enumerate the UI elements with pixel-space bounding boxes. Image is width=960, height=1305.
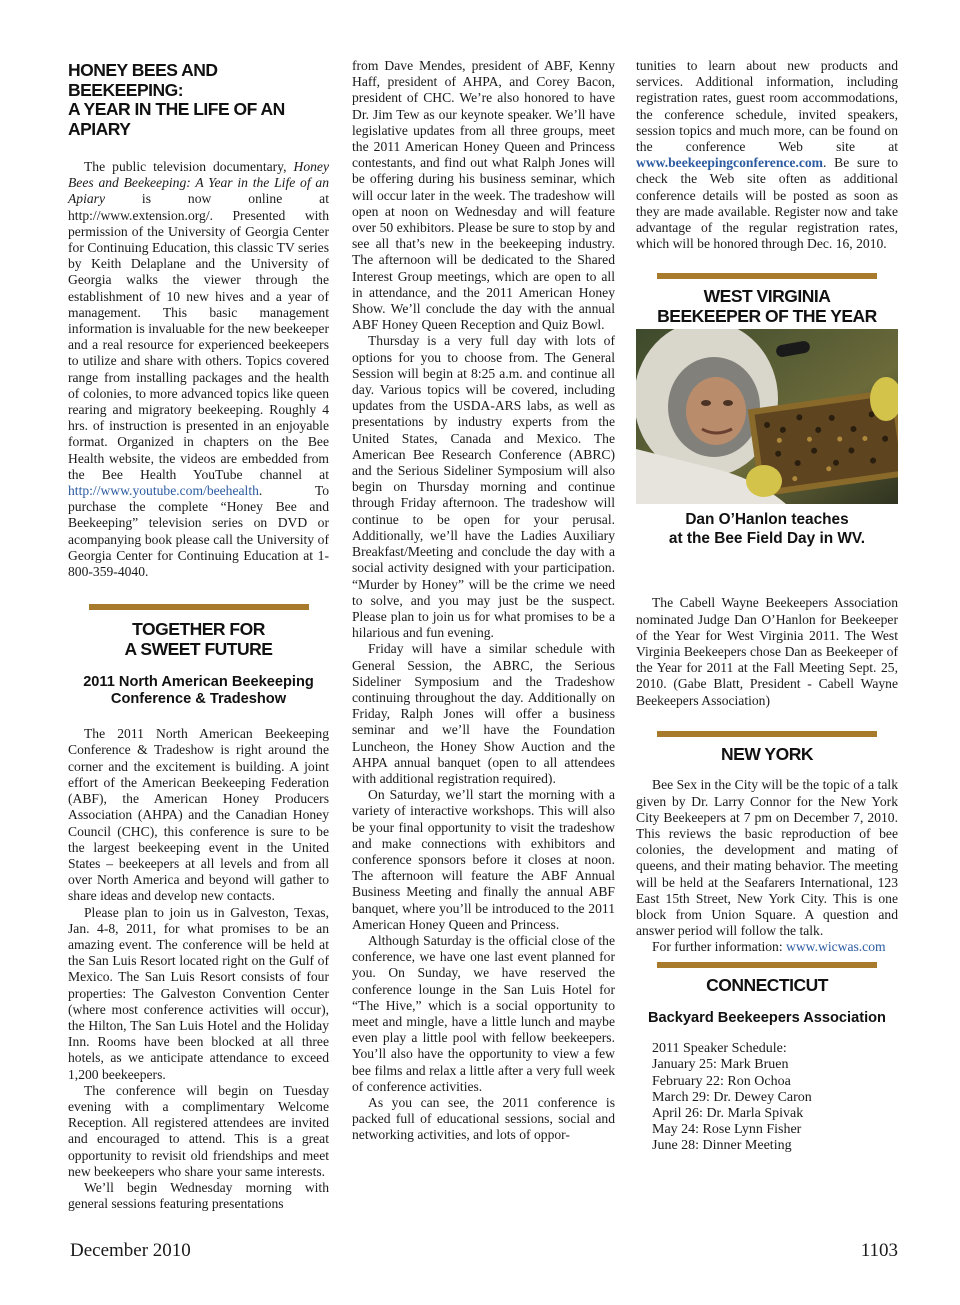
issue-date: December 2010 [70,1240,191,1261]
article-paragraph: tunities to learn about new products and services. Additional information, including registration rates, guest room accommodations, the conference schedule, invited speakers, session topics and much more, can be found on the conference Web site at www.beekeepingconference.com. Be sure to check the Web site often as additional conference details will be posted as soon as they are made available. Register now and take advantage of the regular registration rates, which will be honored through Dec. 16, 2010. [636,58,898,252]
article-paragraph: For further information: www.wicwas.com [652,939,886,955]
article-body [68,726,329,1212]
schedule-item: January 25: Mark Bruen [652,1057,789,1073]
column-2 [352,58,615,1144]
article-paragraph: The public television documentary, Honey Bees and Beekeeping: A Year in the Life of an Apiary is now online at http://www.extension.org/. Presented with permission of the University of Georgia Center for Continuing Education, this classic TV series by Keith Delaplane and the University of Georgia walks the viewer through the establishment of 10 new hives and a year of management. This basic management information is invaluable for the new beekeeper and a real resource for experienced beekeepers to utilize and share with others. Topics covered range from installing packages and the health of colonies, to more advanced topics like queen rearing and migratory beekeeping. Roughly 4 hrs. of instruction is presented in an enjoyable format. Organized in chapters on the Bee Health website, the videos are embedded from the Bee Health YouTube channel at http://www.youtube.com/beehealth. To purchase the complete “Honey Bee and Beekeeping” television series on DVD or acompanying book please call the University of Georgia Center for Continuing Education at 1-800-359-4040. [68,159,329,580]
column-3 [636,58,898,1155]
article-paragraph: from Dave Mendes, president of ABF, Kenny Haff, president of AHPA, and Corey Bacon, president of CHC. We’re also honored to have Dr. Jim Tew as our keynote speaker. We’ll have legislative updates from all three groups, meet the 2011 American Honey Queen and Princess contestants, and find out what Ralph Jones will be offering during his business seminar, which will occur later in the week. The tradeshow will open at noon on Wednesday and will feature over 50 exhibitors. Please be sure to stop by and see all that’s new in the beekeeping industry. The afternoon will be dedicated to the Shared Interest Group meetings, which are open to all in attendance, and the 2011 American Honey Show. We’ll conclude the day with the annual ABF Honey Queen Reception and Quiz Bowl. [352,58,615,333]
schedule-item: April 26: Dr. Marla Spivak [652,1105,804,1121]
schedule-item: March 29: Dr. Dewey Caron [652,1089,812,1105]
article-paragraph: Although Saturday is the official close of the conference, we have one last event planned for you. On Sunday, we have reserved the conference lounge in the San Luis Hotel for “The Hive,” which is a social opportunity to meet and mingle, have a little lunch and maybe even play a little pool with fellow beekeepers. You’ll also have the opportunity to view a few bee films and relax a little after a very full week of conference activities. [352,932,615,1094]
article-paragraph: Please plan to join us in Galveston, Texas, Jan. 4-8, 2011, for what promises to be an amazing event. The conference will be held at the San Luis Resort located right on the Gulf of Mexico. The San Luis Resort consists of four properties: The Galveston Convention Center (where most conference activities will occur), the Hilton, The San Luis Hotel and the Holiday Inn. Rooms have been blocked at all three hotels, as we anticipate attendance to exceed 1,200 beekeepers. [68,904,329,1082]
article-paragraph: Bee Sex in the City will be the topic of a talk given by Dr. Larry Connor for the New York City Beekeepers at 7 pm on December 7, 2010. This reviews the basic reproduction of bee colonies, the development and mating of queens, and their mating behavior. The meeting will be held at the Seafarers International, 123 East 15th Street, New York City. This is one block from Union Square. A question and answer period will follow the talk. [636,777,898,939]
wicwas-link[interactable]: www.wicwas.com [786,939,886,955]
beekeeper-photo [636,329,898,504]
headline-line-2: A YEAR IN THE LIFE OF AN APIARY [68,99,285,139]
article-honey-bees [68,61,329,580]
article-connecticut [636,976,898,1155]
headline-line-2: A SWEET FUTURE [124,638,273,659]
schedule-heading: 2011 Speaker Schedule: [652,1041,787,1057]
article-paragraph: On Saturday, we’ll start the morning with a variety of interactive workshops. This will also be your final opportunity to visit the tradeshow and make connections with exhibitors and conference sponsors before it closes at noon. The afternoon will feature the ABF Annual Business Meeting and finally the annual ABF banquet, where you’ll be introduced to the 2011 American Honey Queen and Princess. [352,787,615,932]
article-body [636,595,898,708]
article-body [636,777,898,955]
article-subhead: Backyard Beekeepers Association [648,1010,886,1027]
page-number: 1103 [860,1240,898,1261]
article-paragraph: The 2011 North American Beekeeping Conference & Tradeshow is right around the corner and the excitement is building. A joint effort of the American Beekeeping Federation (ABF), the American Honey Producers Association (AHPA) and the Canadian Honey Council (CHC), this conference is sure to be the largest beekeeping event in the United States – beekeepers at all levels and from all over North America and beyond will gather to share ideas and develop new contacts. [68,726,329,904]
schedule-item: May 24: Rose Lynn Fisher [652,1122,802,1138]
documentary-title: Honey Bees and Beekeeping: A Year in the Life of an Apiary [68,159,329,207]
youtube-link[interactable]: http://www.youtube.com/beehealth [68,483,259,499]
headline-line-1: TOGETHER FOR [132,619,265,640]
article-paragraph: The Cabell Wayne Beekeepers Association nominated Judge Dan O’Hanlon for Beekeeper of the Year for West Virginia 2011. The West Virginia Beekeepers chose Dan as Beekeeper of the Year for 2011 at the Fall Meeting Sept. 25, 2010. (Gabe Blatt, President - Cabell Wayne Beekeepers Association) [636,595,898,708]
article-body [68,159,329,580]
section-divider [89,604,309,610]
article-headline: WEST VIRGINIA BEEKEEPER OF THE YEAR [657,286,877,326]
headline-line-1: HONEY BEES AND BEEKEEPING: [68,60,218,100]
section-divider [657,273,877,279]
article-paragraph: As you can see, the 2011 conference is packed full of educational sessions, social and networking activities, and lots of oppor- [352,1095,615,1143]
article-headline [68,620,329,659]
article-new-york [636,745,898,956]
schedule-item: February 22: Ron Ochoa [652,1073,791,1089]
article-paragraph: Thursday is a very full day with lots of options for you to choose from. The General Session will begin at 8:25 a.m. and continue all day. Various topics will be covered, including updates from the USDA-ARS labs, as well as presentations by industry experts from the United States, Canada and Mexico. The American Bee Research Conference (ABRC) and the Serious Sideliner Symposium will also begin on Thursday morning and continue through Friday afternoon. The tradeshow will continue to be open for your perusal. Additionally, we’ll have the Ladies Auxiliary Breakfast/Meeting and conclude the day with a social activity designed with your participation. “Murder by Honey” will be the crime we need to solve, and you may just be the suspect. Please plan to join us for what promises to be a hilarious and fun evening. [352,333,615,641]
article-subhead: 2011 North American Beekeeping Conference & Tradeshow [83,674,314,708]
article-body-continued [636,58,898,252]
article-headline [68,61,329,139]
article-headline: CONNECTICUT [706,974,828,995]
speaker-schedule [636,1041,898,1154]
beekeeper-photo-illustration [636,329,898,504]
article-paragraph: Friday will have a similar schedule with General Session, the ABRC, the Serious Sideliner Symposium and the Tradeshow continuing throughout the day. Additionally on Friday, Ralph Jones will offer a business seminar and we’ll have the Foundation Luncheon, the Honey Show Auction and the AHPA annual banquet (open to all attendees with additional registration required). [352,641,615,786]
conference-website-link[interactable]: www.beekeepingconference.com [636,155,823,171]
article-body-continued [352,58,615,1144]
section-divider [657,731,877,737]
article-sweet-future [68,620,329,1212]
article-headline: NEW YORK [721,743,813,764]
article-paragraph: We’ll begin Wednesday morning with general sessions featuring presentations [68,1179,329,1212]
section-divider [657,962,877,968]
column-1 [68,55,329,1212]
photo-caption: Dan O’Hanlon teaches at the Bee Field Day in WV. [668,511,866,548]
schedule-item: June 28: Dinner Meeting [652,1138,792,1154]
article-paragraph: The conference will begin on Tuesday evening with a complimentary Welcome Reception. All registered attendees are invited and encouraged to attend. This is a great opportunity to revisit old friendships and meet new beekeepers who share your same interests. [68,1082,329,1179]
article-west-virginia [636,287,898,708]
